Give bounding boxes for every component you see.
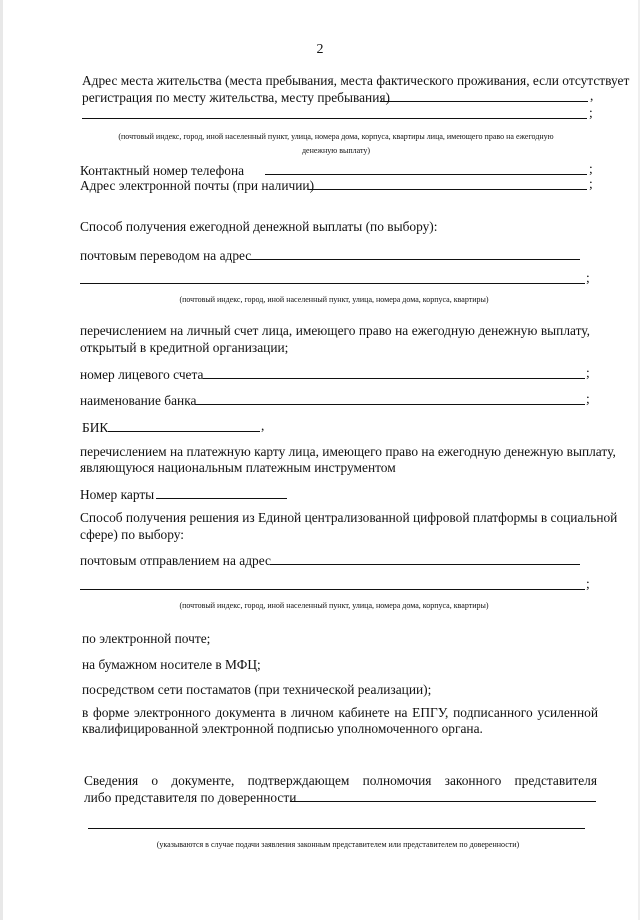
account-line2: открытый в кредитной организации; — [80, 340, 289, 355]
email-label: Адрес электронной почты (при наличии) — [80, 178, 315, 193]
bank-name-field[interactable] — [195, 404, 585, 405]
representative-line2: либо представителя по доверенности — [84, 790, 297, 805]
bik-field[interactable] — [108, 431, 260, 432]
decision-heading-line1: Способ получения решения из Единой централизованной цифровой платформы в социальной — [80, 510, 618, 525]
address-end-1: , — [590, 88, 594, 103]
card-number-field[interactable] — [156, 498, 287, 499]
payment-postal-field-2[interactable] — [80, 283, 585, 284]
option-postamat: посредством сети постаматов (при технической реализации); — [82, 682, 432, 697]
address-caption-1: (почтовый индекс, город, иной населенный пункт, улица, номера дома, корпуса, квартиры лица, имеющего право на ежегодную — [118, 132, 554, 141]
address-line1: Адрес места жительства (места пребывания, места фактического проживания, если отсутствует — [82, 73, 630, 88]
scan-edge-left — [0, 0, 3, 920]
address-field-2[interactable] — [82, 118, 587, 119]
option-email: по электронной почте; — [82, 631, 211, 646]
address-line2: регистрация по месту жительства, месту пребывания) — [82, 90, 391, 105]
email-field[interactable] — [308, 189, 587, 190]
decision-postal-caption: (почтовый индекс, город, иной населенный пункт, улица, номера дома, корпуса, квартиры) — [179, 601, 489, 610]
representative-caption: (указываются в случае подачи заявления законным представителем или представителем по доверенности) — [156, 840, 520, 849]
address-end-2: ; — [589, 105, 593, 120]
bank-name-end: ; — [586, 391, 590, 406]
decision-postal-end: ; — [586, 576, 590, 591]
representative-field-2[interactable] — [88, 828, 585, 829]
decision-postal-field-2[interactable] — [80, 589, 585, 590]
account-line1: перечислением на личный счет лица, имеющего право на ежегодную денежную выплату, — [80, 323, 590, 338]
phone-end: ; — [589, 161, 593, 176]
card-line1: перечислением на платежную карту лица, имеющего право на ежегодную денежную выплату, — [80, 444, 616, 459]
card-line2: являющуюся национальным платежным инструментом — [80, 460, 396, 475]
payment-postal-field-1[interactable] — [247, 259, 580, 260]
decision-postal-field-1[interactable] — [270, 564, 580, 565]
option-mfc: на бумажном носителе в МФЦ; — [82, 657, 261, 672]
decision-postal-label: почтовым отправлением на адрес — [80, 553, 271, 568]
bank-name-label: наименование банка — [80, 393, 197, 408]
representative-field-1[interactable] — [290, 801, 596, 802]
option-epgu-line1: в форме электронного документа в личном кабинете на ЕПГУ, подписанного усиленной — [82, 705, 598, 720]
decision-heading-line2: сфере) по выбору: — [80, 527, 184, 542]
account-number-end: ; — [586, 365, 590, 380]
payment-postal-caption: (почтовый индекс, город, иной населенный пункт, улица, номера дома, корпуса, квартиры) — [179, 295, 489, 304]
card-number-label: Номер карты — [80, 487, 155, 502]
address-caption-2: денежную выплату) — [301, 146, 371, 155]
address-field-1[interactable] — [380, 101, 588, 102]
payment-postal-label: почтовым переводом на адрес — [80, 248, 252, 263]
email-end: ; — [589, 176, 593, 191]
bik-label: БИК — [82, 420, 109, 435]
phone-label: Контактный номер телефона — [80, 163, 245, 178]
representative-line1: Сведения о документе, подтверждающем полномочия законного представителя — [84, 773, 597, 788]
bik-end: , — [261, 418, 265, 433]
account-number-field[interactable] — [203, 378, 585, 379]
option-epgu-line2: квалифицированной электронной подписью уполномоченного органа. — [82, 721, 483, 736]
page-number: 2 — [316, 42, 324, 57]
payment-heading: Способ получения ежегодной денежной выплаты (по выбору): — [80, 219, 438, 234]
payment-postal-end: ; — [586, 270, 590, 285]
account-number-label: номер лицевого счета — [80, 367, 204, 382]
phone-field[interactable] — [265, 174, 587, 175]
